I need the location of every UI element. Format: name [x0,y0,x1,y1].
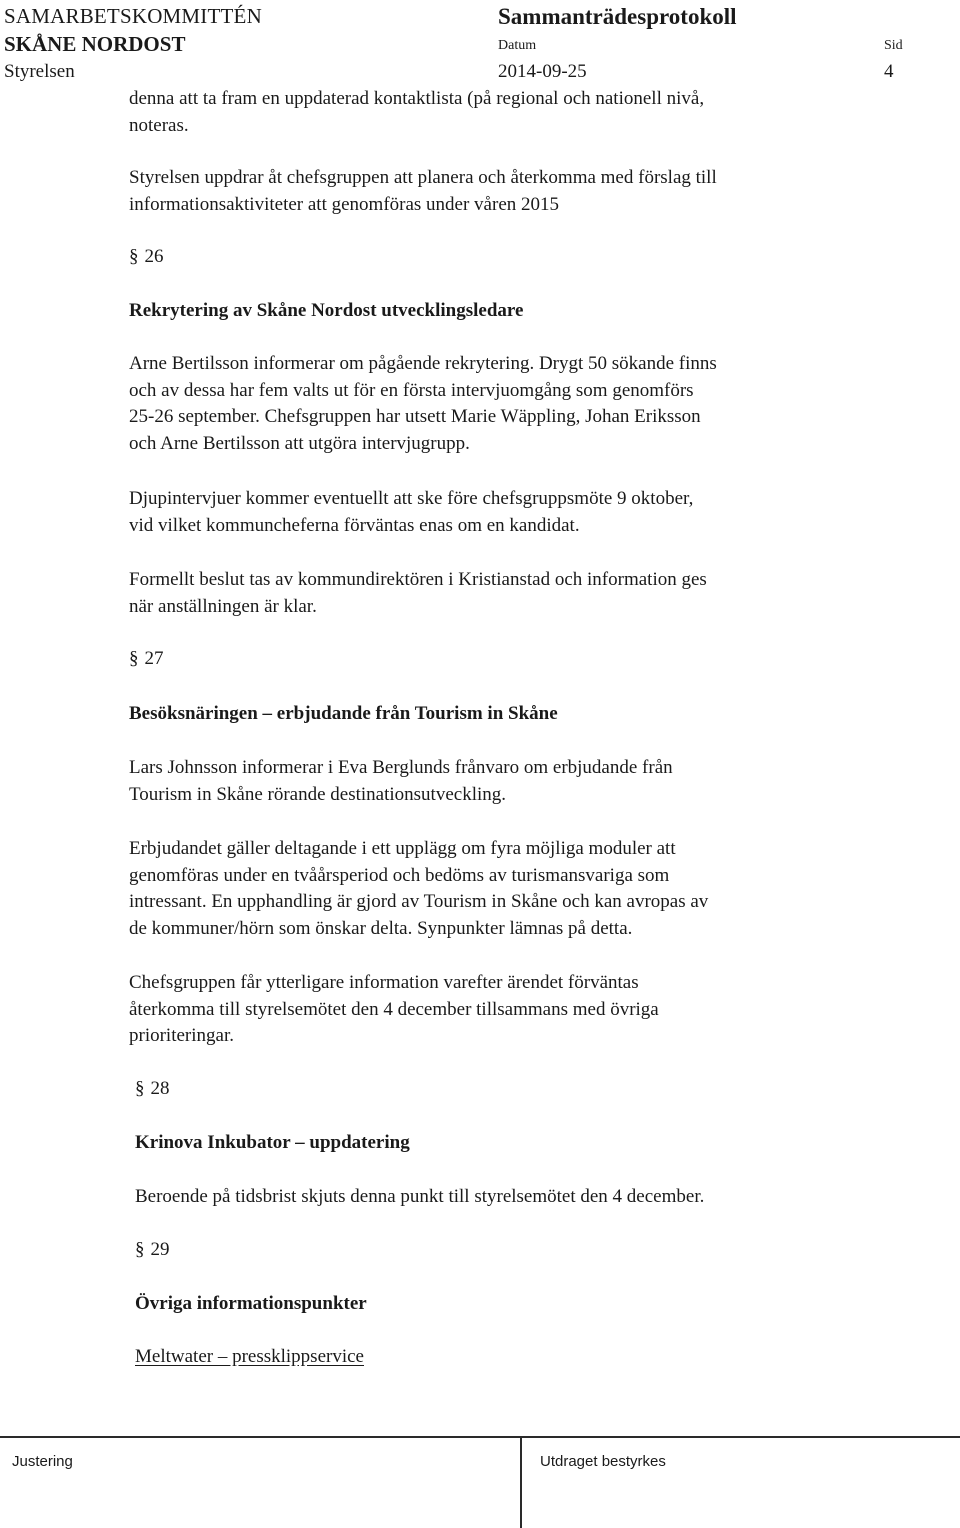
text-line: Chefsgruppen får ytterligare information varefter ärendet förväntas [129,972,639,993]
board-name: Styrelsen [4,61,75,82]
paragraph [135,1184,704,1211]
page-number: 4 [884,61,894,82]
footer-certified-label: Utdraget bestyrkes [540,1453,666,1470]
section-subheading: Meltwater – pressklippservice [135,1346,364,1367]
paragraph [129,755,673,808]
section-symbol: § [135,1078,145,1099]
text-line: informationsaktiviteter att genomföras under våren 2015 [129,193,560,215]
text-line: noteras. [129,114,189,136]
paragraph [129,486,693,539]
section-symbol: § [135,1239,145,1260]
text-line: Lars Johnsson informerar i Eva Berglunds frånvaro om erbjudande från [129,757,673,778]
date-label: Datum [498,38,537,53]
text-line: och av dessa har fem valts ut för en första intervjuomgång som genomförs [129,379,694,401]
section-number-value: 27 [144,648,164,669]
section-symbol: § [129,648,139,669]
section-heading: Rekrytering av Skåne Nordost utvecklingsledare [129,300,524,321]
section-number [135,1239,170,1261]
text-line: Beroende på tidsbrist skjuts denna punkt till styrelsemötet den 4 december. [135,1186,705,1207]
text-line: genomföras under en tvåårsperiod och bedöms av turismansvariga som [129,864,670,886]
text-line: återkomma till styrelsemötet den 4 december tillsammans med övriga [129,998,659,1020]
text-line: denna att ta fram en uppdaterad kontaktlista (på regional och nationell nivå, [129,88,705,109]
text-line: när anställningen är klar. [129,595,317,617]
text-line: och Arne Bertilsson att utgöra intervjugrupp. [129,432,470,454]
footer-justering-label: Justering [12,1453,73,1470]
text-line: Formellt beslut tas av kommundirektören i Kristianstad och information ges [129,569,707,590]
paragraph [129,351,717,457]
text-line: vid vilket kommuncheferna förväntas enas om en kandidat. [129,514,580,536]
section-number [135,1078,170,1100]
page-label: Sid [884,38,903,53]
text-line: intressant. En upphandling är gjord av Tourism in Skåne och kan avropas av [129,891,709,912]
document-type: Sammanträdesprotokoll [498,4,737,29]
footer-column-divider [520,1436,522,1528]
text-line: Djupintervjuer kommer eventuellt att ske före chefsgruppsmöte 9 oktober, [129,488,694,509]
paragraph [129,970,659,1050]
text-line: prioriteringar. [129,1025,234,1046]
text-line: Erbjudandet gäller deltagande i ett upplägg om fyra möjliga moduler att [129,838,676,859]
section-number [129,246,164,268]
organization-subname: SKÅNE NORDOST [4,32,186,56]
text-line: Arne Bertilsson informerar om pågående rekrytering. Drygt 50 sökande finns [129,353,717,374]
text-line: Styrelsen uppdrar åt chefsgruppen att planera och återkomma med förslag till [129,167,717,188]
paragraph [129,567,707,620]
footer-divider [0,1436,960,1438]
text-line: de kommuner/hörn som önskar delta. Synpunkter lämnas på detta. [129,917,633,939]
paragraph [129,165,717,218]
section-number-value: 28 [150,1078,170,1099]
text-line: Tourism in Skåne rörande destinationsutveckling. [129,783,507,805]
paragraph [129,836,708,942]
section-number-value: 26 [144,246,164,267]
text-line: 25-26 september. Chefsgruppen har utsett Marie Wäppling, Johan Eriksson [129,406,701,427]
section-number-value: 29 [150,1239,170,1260]
document-date: 2014-09-25 [498,61,587,82]
organization-name: SAMARBETSKOMMITTÉN [4,4,262,28]
section-number [129,648,164,670]
section-heading: Övriga informationspunkter [135,1293,367,1314]
section-heading: Besöksnäringen – erbjudande från Tourism in Skåne [129,703,558,724]
continued-text [129,86,704,139]
section-symbol: § [129,246,139,267]
section-heading: Krinova Inkubator – uppdatering [135,1132,410,1153]
